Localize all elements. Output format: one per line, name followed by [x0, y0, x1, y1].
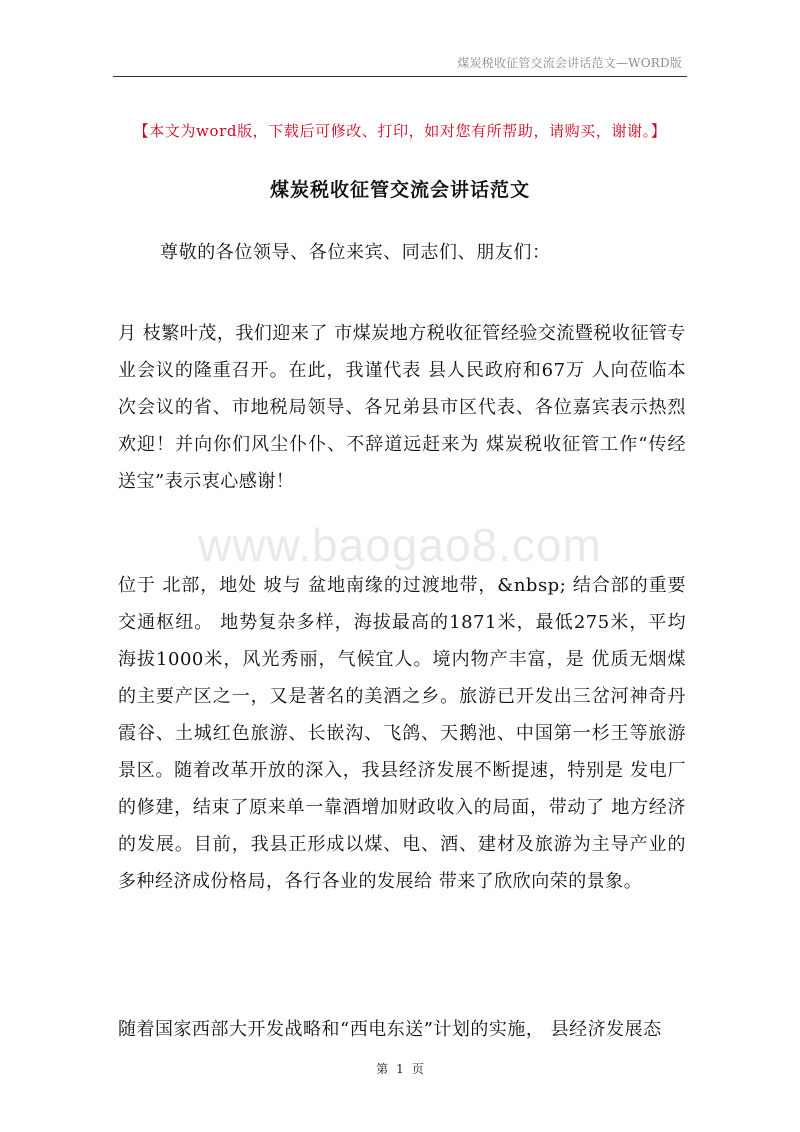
page-footer: [0, 1060, 800, 1077]
page-label-suffix: 页: [411, 1062, 424, 1076]
watermark: www.baogao8.com: [198, 519, 602, 571]
running-header: 煤炭税收征管交流会讲话范文—WORD版: [457, 56, 682, 70]
body-paragraph-1: 月 枝繁叶茂，我们迎来了 市煤炭地方税收征管经验交流暨税收征管专业会议的隆重召开。在此，我谨代表 县人民政府和67万 人向莅临本次会议的省、市地税局领导、各兄弟县市区代表、各位嘉宾表示热烈欢迎！并向你们风尘仆仆、不辞道远赶来为 煤炭税收征管工作“传经送宝”表示衷心感谢！: [118, 323, 686, 492]
page-number: 1: [396, 1062, 404, 1076]
body-paragraph-3: 随着国家西部大开发战略和“西电东送”计划的实施， 县经济发展态: [118, 1019, 662, 1040]
salutation: 尊敬的各位领导、各位来宾、同志们、朋友们：: [160, 242, 551, 263]
page-label-prefix: 第: [376, 1062, 389, 1076]
purchase-notice: 【本文为word版，下载后可修改、打印，如对您有所帮助，请购买，谢谢。】: [133, 122, 667, 140]
header-divider: [113, 76, 687, 77]
body-paragraph-2: 位于 北部，地处 坡与 盆地南缘的过渡地带，&nbsp; 结合部的重要交通枢纽。 地势复杂多样，海拔最高的1871米，最低275米，平均海拔1000米，风光秀丽，气候宜人。境内物产丰富，是 优质无烟煤的主要产区之一，又是著名的美酒之乡。旅游已开发出三岔河神奇丹霞谷、土城红色旅游、长嵌沟、飞鸽、天鹅池、中国第一杉王等旅游景区。随着改革开放的深入，我县经济发展不断提速，特别是 发电厂的修建，结束了原来单一靠酒增加财政收入的局面，带动了 地方经济的发展。目前，我县正形成以煤、电、酒、建材及旅游为主导产业的多种经济成份格局，各行各业的发展给 带来了欣欣向荣的景象。: [118, 575, 686, 892]
document-title: 煤炭税收征管交流会讲话范文: [269, 179, 530, 201]
